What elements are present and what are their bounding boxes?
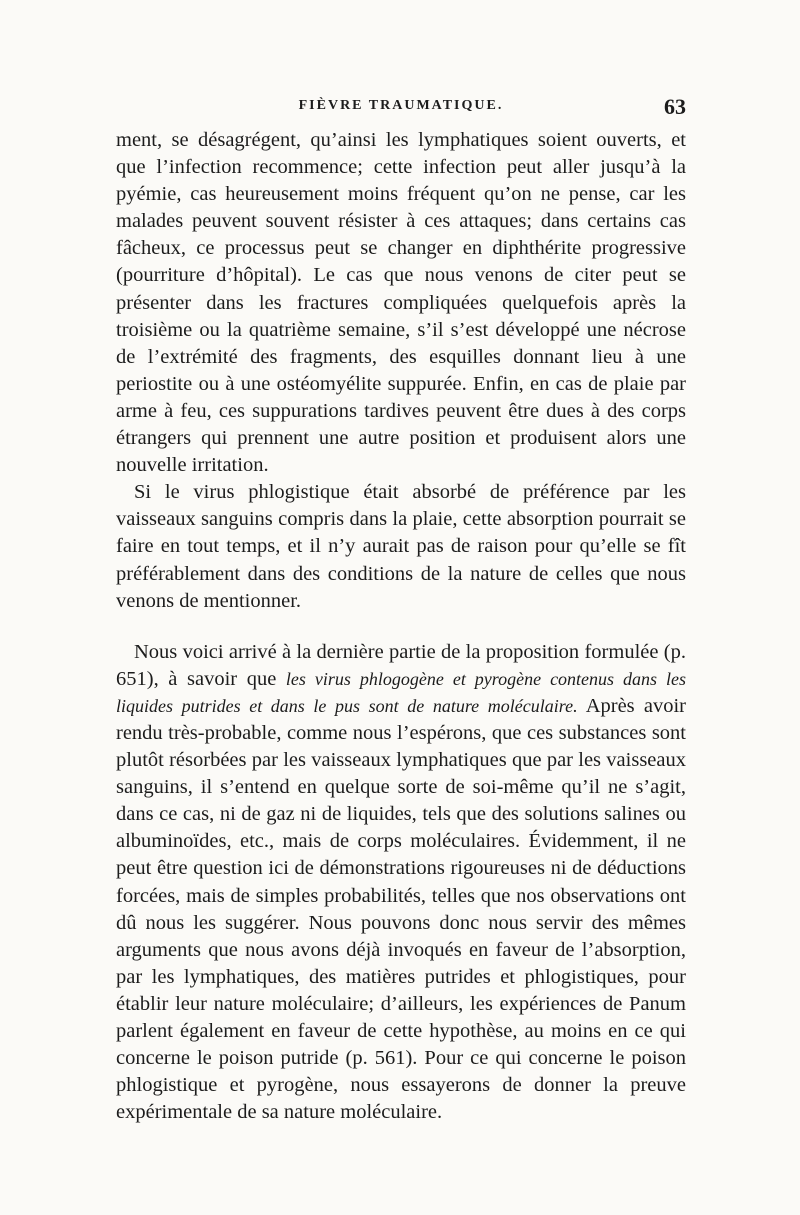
paragraph-nature-moleculaire — [116, 639, 686, 1127]
paragraph-virus-phlogistique: Si le virus phlogistique était absorbé de préférence par les vaisseaux sanguins compris dans la plaie, cette absorption pourrait se faire en tout temps, et il n’y aurait pas de raison pour qu’elle se fît préférablement dans des conditions de la nature de celles que nous venons de mentionner. — [116, 481, 686, 612]
running-title: FIÈVRE TRAUMATIQUE. — [298, 98, 504, 113]
body-text — [116, 127, 686, 1126]
paragraph-continuation: ment, se désagrégent, qu’ainsi les lymphatiques soient ouverts, et que l’infection recommence; cette infection peut aller jusqu’à la pyémie, cas heureusement moins fréquent qu’on ne pense, car les malades peuvent souvent résister à ces attaques; dans certains cas fâcheux, ce processus peut se changer en diphthérite progressive (pourriture d’hôpital). Le cas que nous venons de citer peut se présenter dans les fractures compliquées quelquefois après la troisième ou la quatrième semaine, s’il s’est développé une nécrose de l’extrémité des fragments, des esquilles donnant lieu à une periostite ou à une ostéomyélite suppurée. Enfin, en cas de plaie par arme à feu, ces suppurations tardives peuvent être dues à des corps étrangers qui prennent une autre position et produisent alors une nouvelle irritation. — [116, 129, 686, 477]
paragraph-body: Après avoir rendu très-probable, comme nous l’espérons, que ces substances sont plutôt résorbées par les vaisseaux lymphatiques que par les vaisseaux sanguins, il s’entend en quelque sorte de soi-même qu’il ne s’agit, dans ce cas, ni de gaz ni de liquides, tels que des solutions salines ou albuminoïdes, etc., mais de corps moléculaires. Évidemment, il ne peut être question ici de démonstrations rigoureuses ni de déductions forcées, mais de simples probabilités, telles que nos observations ont dû nous les suggérer. Nous pouvons donc nous servir des mêmes arguments que nous avons déjà invoqués en faveur de l’absorption, par les lymphatiques, des matières putrides et phlogistiques, pour établir leur nature moléculaire; d’ailleurs, les expériences de Panum parlent également en faveur de cette hypothèse, au moins en ce qui concerne le poison putride (p. 561). Pour ce qui concerne le poison phlogistique et pyrogène, nous essayerons de donner la preuve expérimentale de sa nature moléculaire. — [116, 694, 686, 1124]
page-header — [116, 94, 686, 124]
italic-proposition: les virus phlogogène et pyrogène contenus dans les liquides putrides et dans le pus sont de nature moléculaire. — [116, 668, 687, 716]
paragraph-intro: Nous voici arrivé à la dernière partie de la proposition formulée (p. 651), à savoir que — [116, 640, 686, 690]
paragraph-gap — [116, 615, 686, 639]
page-number: 63 — [664, 94, 686, 119]
